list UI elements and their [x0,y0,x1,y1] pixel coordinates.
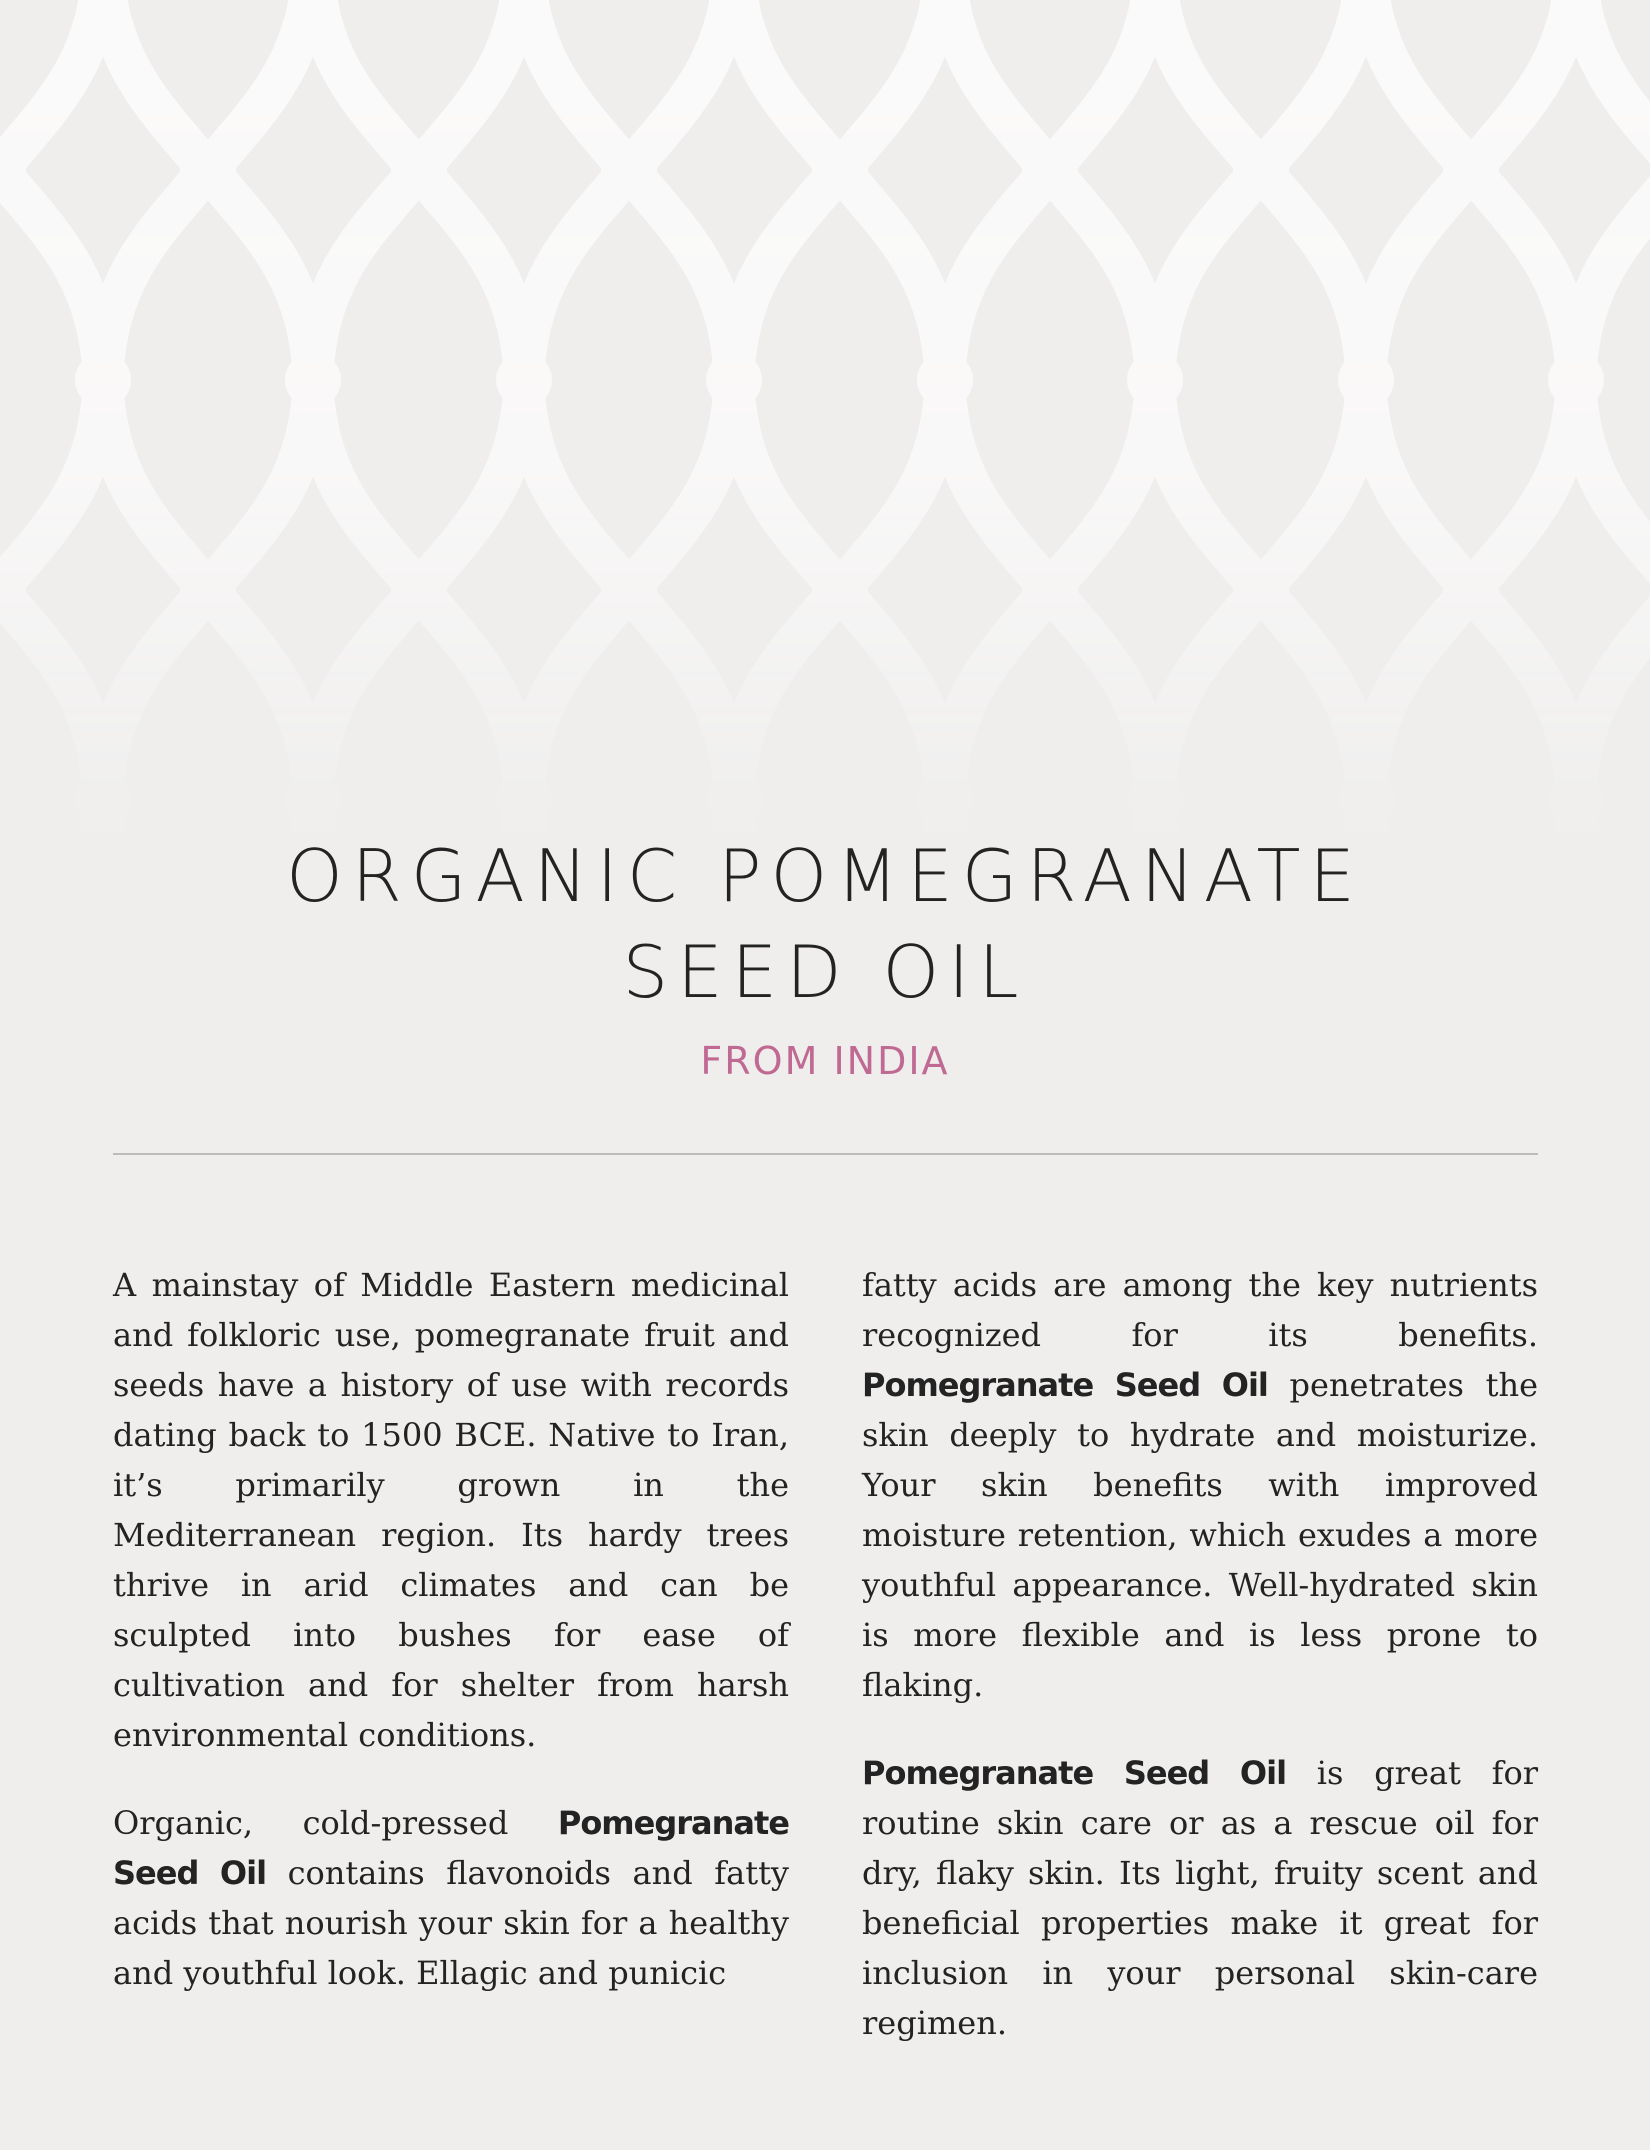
paragraph-text: penetrates the skin deeply to hydrate and moisturize. Your skin benefits with improved moisture retention, which exudes a more youthful appearance. Well-hydrated skin is more flexible and is less prone to flaking. [862,1366,1538,1704]
paragraph-nutrients [113,1798,789,1998]
paragraph-benefits [862,1260,1538,1710]
right-column [862,1260,1538,2086]
paragraph-text: contains flavonoids and fatty acids that nourish your skin for a healthy and youthful look. Ellagic and punicic [113,1854,790,1992]
paragraph-history: A mainstay of Middle Eastern medicinal and folkloric use, pomegranate fruit and seeds have a history of use with records dating back to 1500 BCE. Native to Iran, it’s primarily grown in the Mediterranean region. Its hardy trees thrive in arid climates and can be sculpted into bushes for ease of cultivation and for shelter from harsh environmental conditions. [113,1266,789,1754]
paragraph-text: fatty acids are among the key nutrients recognized for its benefits. [862,1266,1538,1354]
paragraph-text: is great for routine skin care or as a rescue oil for dry, flaky skin. Its light, fruity scent and beneficial properties make it great for inclusion in your personal skin-care regimen. [862,1754,1539,2042]
title-line-2: SEED OIL [622,930,1028,1014]
product-name: Pomegranate Seed Oil [862,1366,1268,1404]
divider [113,1153,1538,1155]
product-name: Pomegranate Seed Oil [862,1754,1287,1792]
paragraph-usage [862,1748,1538,2048]
decorative-pattern-background [0,0,1650,860]
origin-subtitle: FROM INDIA [700,1039,950,1083]
title-line-1: ORGANIC POMEGRANATE [286,834,1364,918]
paragraph-text: Organic, cold-pressed [113,1804,558,1842]
page-title [0,828,1650,1020]
product-name: Pomegranate Seed Oil [113,1804,789,1892]
left-column [113,1260,789,2036]
